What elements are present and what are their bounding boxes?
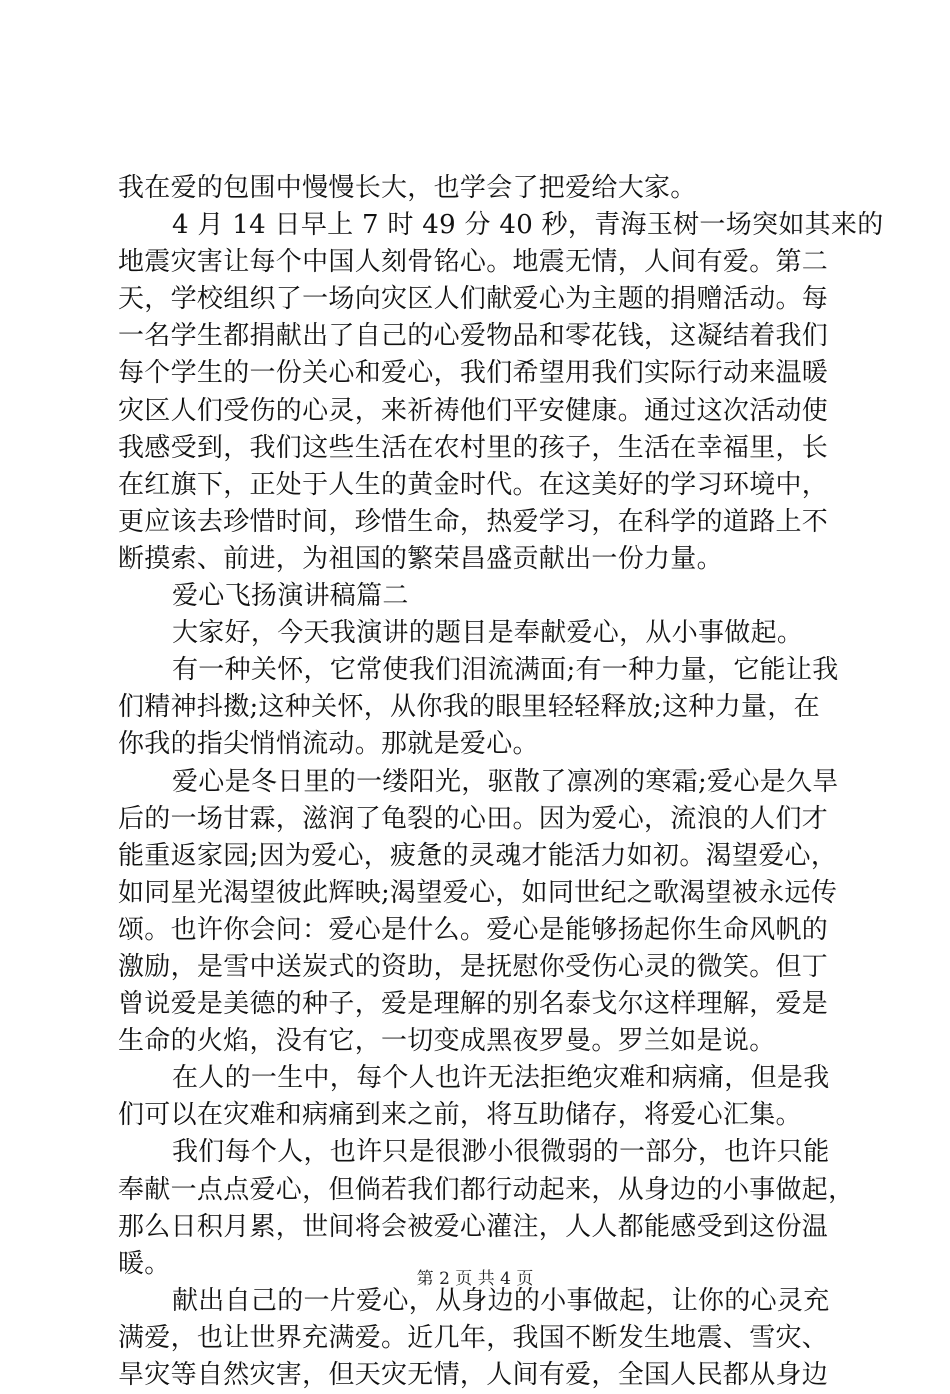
document-body [118, 170, 884, 1394]
text-line: 旱灾等自然灾害，但天灾无情，人间有爱，全国人民都从身边 [118, 1360, 829, 1390]
text-line: 在人的一生中，每个人也许无法拒绝灾难和病痛，但是我 [172, 1063, 830, 1094]
text-line: 有一种关怀，它常使我们泪流满面;有一种力量，它能让我 [172, 655, 839, 686]
text-line: 激励，是雪中送炭式的资助，是抚慰你受伤心灵的微笑。但丁 [118, 951, 829, 982]
text-line: 暖。 [118, 1248, 171, 1279]
text-line: 一名学生都捐献出了自己的心爱物品和零花钱，这凝结着我们 [118, 321, 829, 352]
text-line: 灾区人们受伤的心灵，来祈祷他们平安健康。通过这次活动使 [118, 395, 829, 426]
text-line: 断摸索、前进，为祖国的繁荣昌盛贡献出一份力量。 [118, 543, 723, 574]
text-line: 后的一场甘霖，滋润了龟裂的心田。因为爱心，流浪的人们才 [118, 803, 829, 834]
text-line: 献出自己的一片爱心，从身边的小事做起，让你的心灵充 [172, 1285, 830, 1316]
text-line: 我们每个人，也许只是很渺小很微弱的一部分，也许只能 [172, 1137, 830, 1168]
text-line: 我在爱的包围中慢慢长大，也学会了把爱给大家。 [118, 173, 697, 203]
text-line: 你我的指尖悄悄流动。那就是爱心。 [118, 729, 539, 760]
text-line: 那么日积月累，世间将会被爱心灌注，人人都能感受到这份温 [118, 1211, 829, 1242]
text-line: 曾说爱是美德的种子，爱是理解的别名泰戈尔这样理解，爱是 [118, 989, 829, 1020]
text-line: 爱心飞扬演讲稿篇二 [172, 581, 409, 612]
text-line: 如同星光渴望彼此辉映;渴望爱心，如同世纪之歌渴望被永远传 [118, 877, 838, 908]
text-line: 更应该去珍惜时间，珍惜生命，热爱学习，在科学的道路上不 [118, 506, 829, 537]
text-line: 能重返家园;因为爱心，疲惫的灵魂才能活力如初。渴望爱心， [118, 840, 838, 871]
text-line: 大家好，今天我演讲的题目是奉献爱心，从小事做起。 [172, 618, 804, 649]
text-line: 满爱，也让世界充满爱。近几年，我国不断发生地震、雪灾、 [118, 1322, 829, 1353]
text-line: 们精神抖擞;这种关怀，从你我的眼里轻轻释放;这种力量，在 [118, 692, 820, 723]
text-line: 4 月 14 日早上 7 时 49 分 40 秒，青海玉树一场突如其来的 [172, 210, 884, 241]
text-line: 生命的火焰，没有它，一切变成黑夜罗曼。罗兰如是说。 [118, 1026, 776, 1057]
text-line: 颂。也许你会问：爱心是什么。爱心是能够扬起你生命风帆的 [118, 914, 829, 945]
text-line: 地震灾害让每个中国人刻骨铭心。地震无情，人间有爱。第二 [118, 247, 829, 278]
text-line: 在红旗下，正处于人生的黄金时代。在这美好的学习环境中， [118, 469, 829, 500]
text-line: 我感受到，我们这些生活在农村里的孩子，生活在幸福里，长 [118, 432, 829, 463]
text-line: 每个学生的一份关心和爱心，我们希望用我们实际行动来温暖 [118, 358, 829, 389]
text-line: 天，学校组织了一场向灾区人们献爱心为主题的捐赠活动。每 [118, 284, 829, 315]
text-line: 奉献一点点爱心，但倘若我们都行动起来，从身边的小事做起， [118, 1174, 855, 1205]
text-line: 们可以在灾难和病痛到来之前，将互助储存，将爱心汇集。 [118, 1100, 802, 1131]
page-footer: 第 2 页 共 4 页 [416, 1269, 534, 1289]
text-line: 爱心是冬日里的一缕阳光，驱散了凛冽的寒霜;爱心是久旱 [172, 766, 839, 797]
